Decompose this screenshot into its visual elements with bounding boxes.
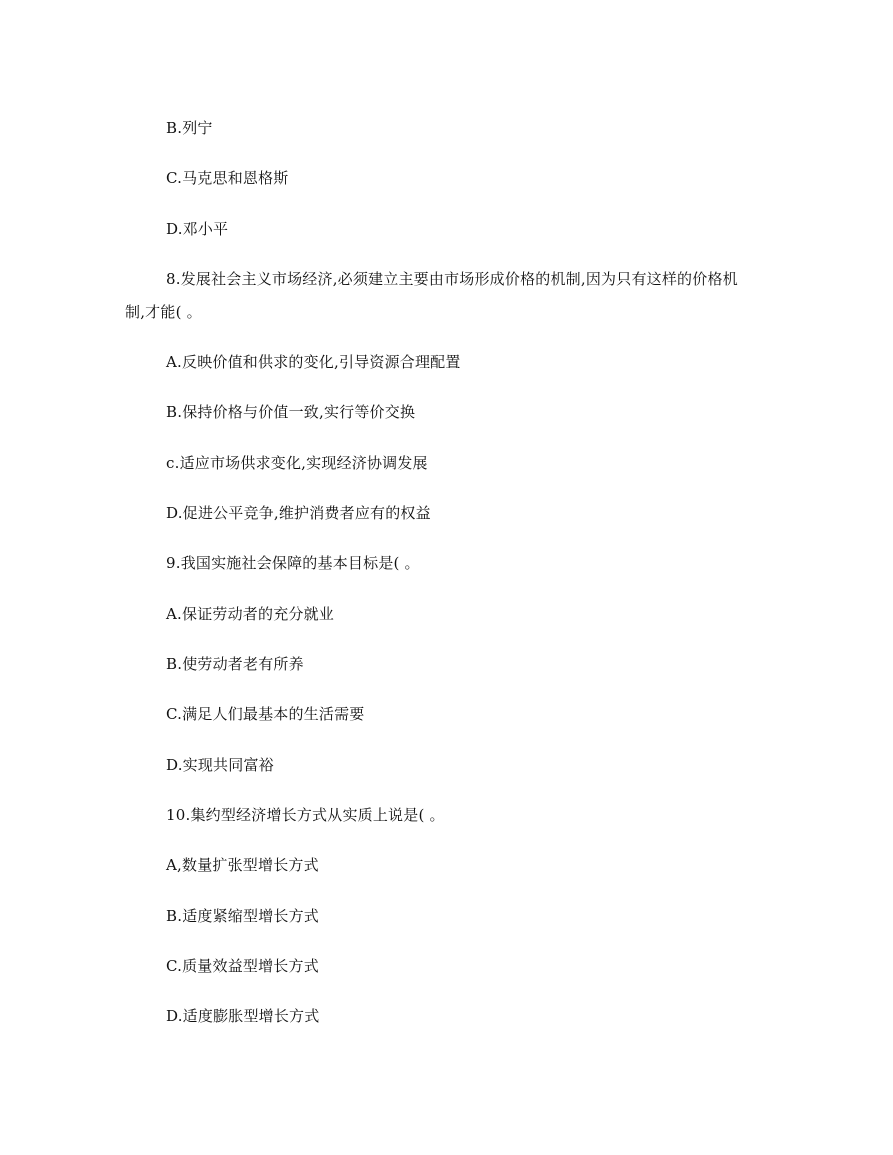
q9-option-a: A.保证劳动者的充分就业 — [166, 605, 335, 623]
q10-option-b: B.适度紧缩型增长方式 — [166, 907, 319, 925]
q7-option-c: C.马克思和恩格斯 — [166, 169, 289, 187]
q8-option-d: D.促进公平竞争,维护消费者应有的权益 — [166, 504, 431, 522]
q7-option-b: B.列宁 — [166, 119, 213, 137]
q8-option-b: B.保持价格与价值一致,实行等价交换 — [166, 403, 416, 421]
q10-option-c: C.质量效益型增长方式 — [166, 957, 319, 975]
q8-option-a: A.反映价值和供求的变化,引导资源合理配置 — [166, 353, 461, 371]
q8-stem-line1: 8.发展社会主义市场经济,必须建立主要由市场形成价格的机制,因为只有这样的价格机 — [166, 270, 738, 288]
q10-option-d: D.适度膨胀型增长方式 — [166, 1007, 320, 1025]
q9-stem: 9.我国实施社会保障的基本目标是( 。 — [166, 554, 420, 572]
q10-option-a: A,数量扩张型增长方式 — [166, 856, 319, 874]
q9-option-c: C.满足人们最基本的生活需要 — [166, 705, 365, 723]
q9-option-d: D.实现共同富裕 — [166, 756, 274, 774]
q9-option-b: B.使劳动者老有所养 — [166, 655, 304, 673]
q10-stem: 10.集约型经济增长方式从实质上说是( 。 — [166, 806, 445, 824]
q8-option-c: c.适应市场供求变化,实现经济协调发展 — [166, 454, 428, 472]
q8-stem-line2: 制,才能( 。 — [125, 303, 202, 321]
q7-option-d: D.邓小平 — [166, 220, 229, 238]
